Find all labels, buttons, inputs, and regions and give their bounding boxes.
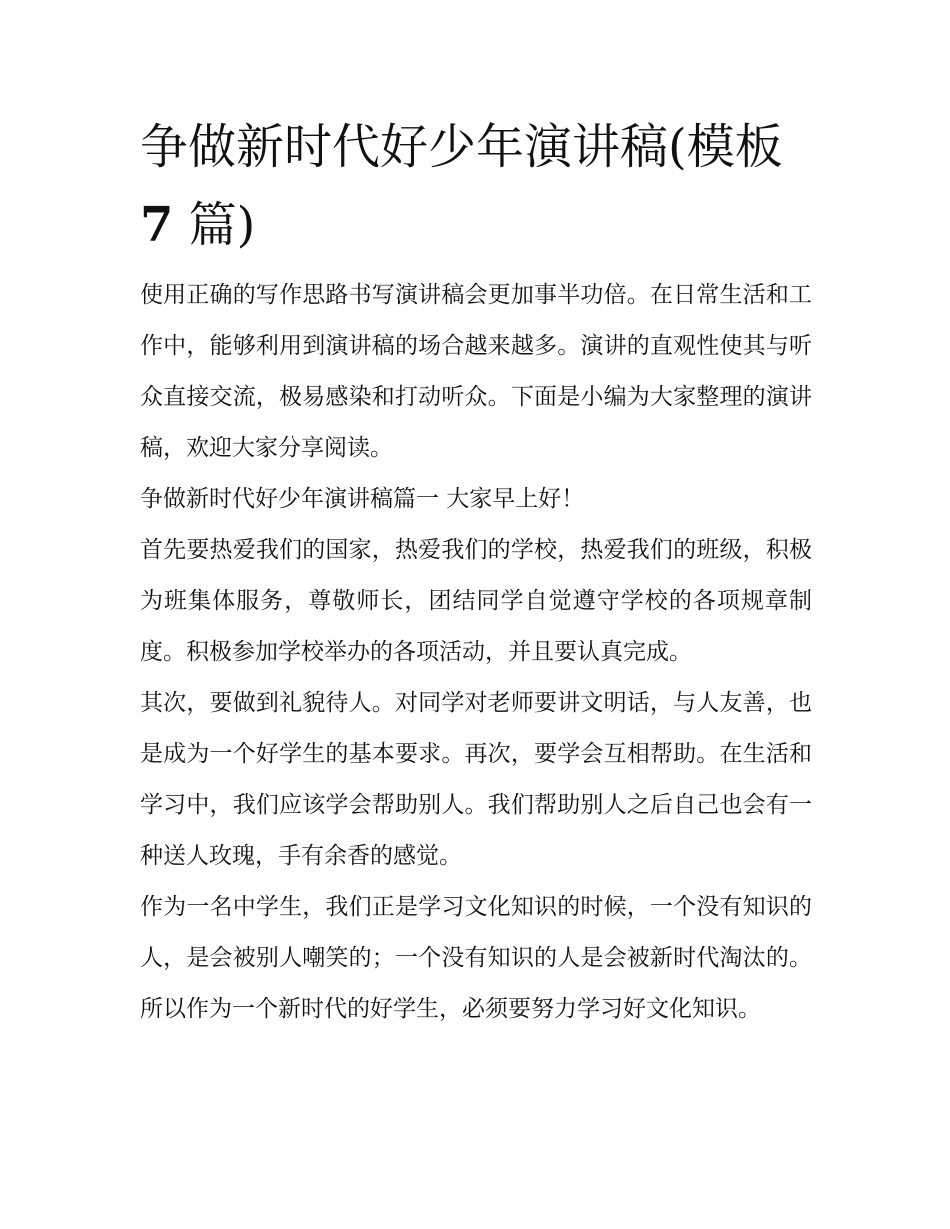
paragraph-love-country: 首先要热爱我们的国家，热爱我们的学校，热爱我们的班级，积极为班集体服务，尊敬师长，团结同学自觉遵守学校的各项规章制度。积极参加学校举办的各项活动，并且要认真完成。 [140,537,812,665]
paragraph-greeting: 争做新时代好少年演讲稿篇一 大家早上好！ [140,486,585,512]
document-title [140,108,812,264]
title-main: 争做新时代好少年演讲稿(模板 [140,119,783,175]
paragraph-study: 作为一名中学生，我们正是学习文化知识的时候，一个没有知识的人，是会被别人嘲笑的；一个没有知识的人是会被新时代淘汰的。所以作为一个新时代的好学生，必须要努力学习好文化知识。 [140,894,812,1022]
title-number: 7 [140,197,174,253]
document-body [140,108,812,1035]
title-tail: 篇) [188,197,256,253]
paragraph-courtesy: 其次，要做到礼貌待人。对同学对老师要讲文明话，与人友善，也是成为一个好学生的基本要求。再次，要学会互相帮助。在生活和学习中，我们应该学会帮助别人。我们帮助别人之后自己也会有一种送人玫瑰，手有余香的感觉。 [140,690,812,869]
paragraph-intro: 使用正确的写作思路书写演讲稿会更加事半功倍。在日常生活和工作中，能够利用到演讲稿的场合越来越多。演讲的直观性使其与听众直接交流，极易感染和打动听众。下面是小编为大家整理的演讲稿，欢迎大家分享阅读。 [140,282,812,461]
